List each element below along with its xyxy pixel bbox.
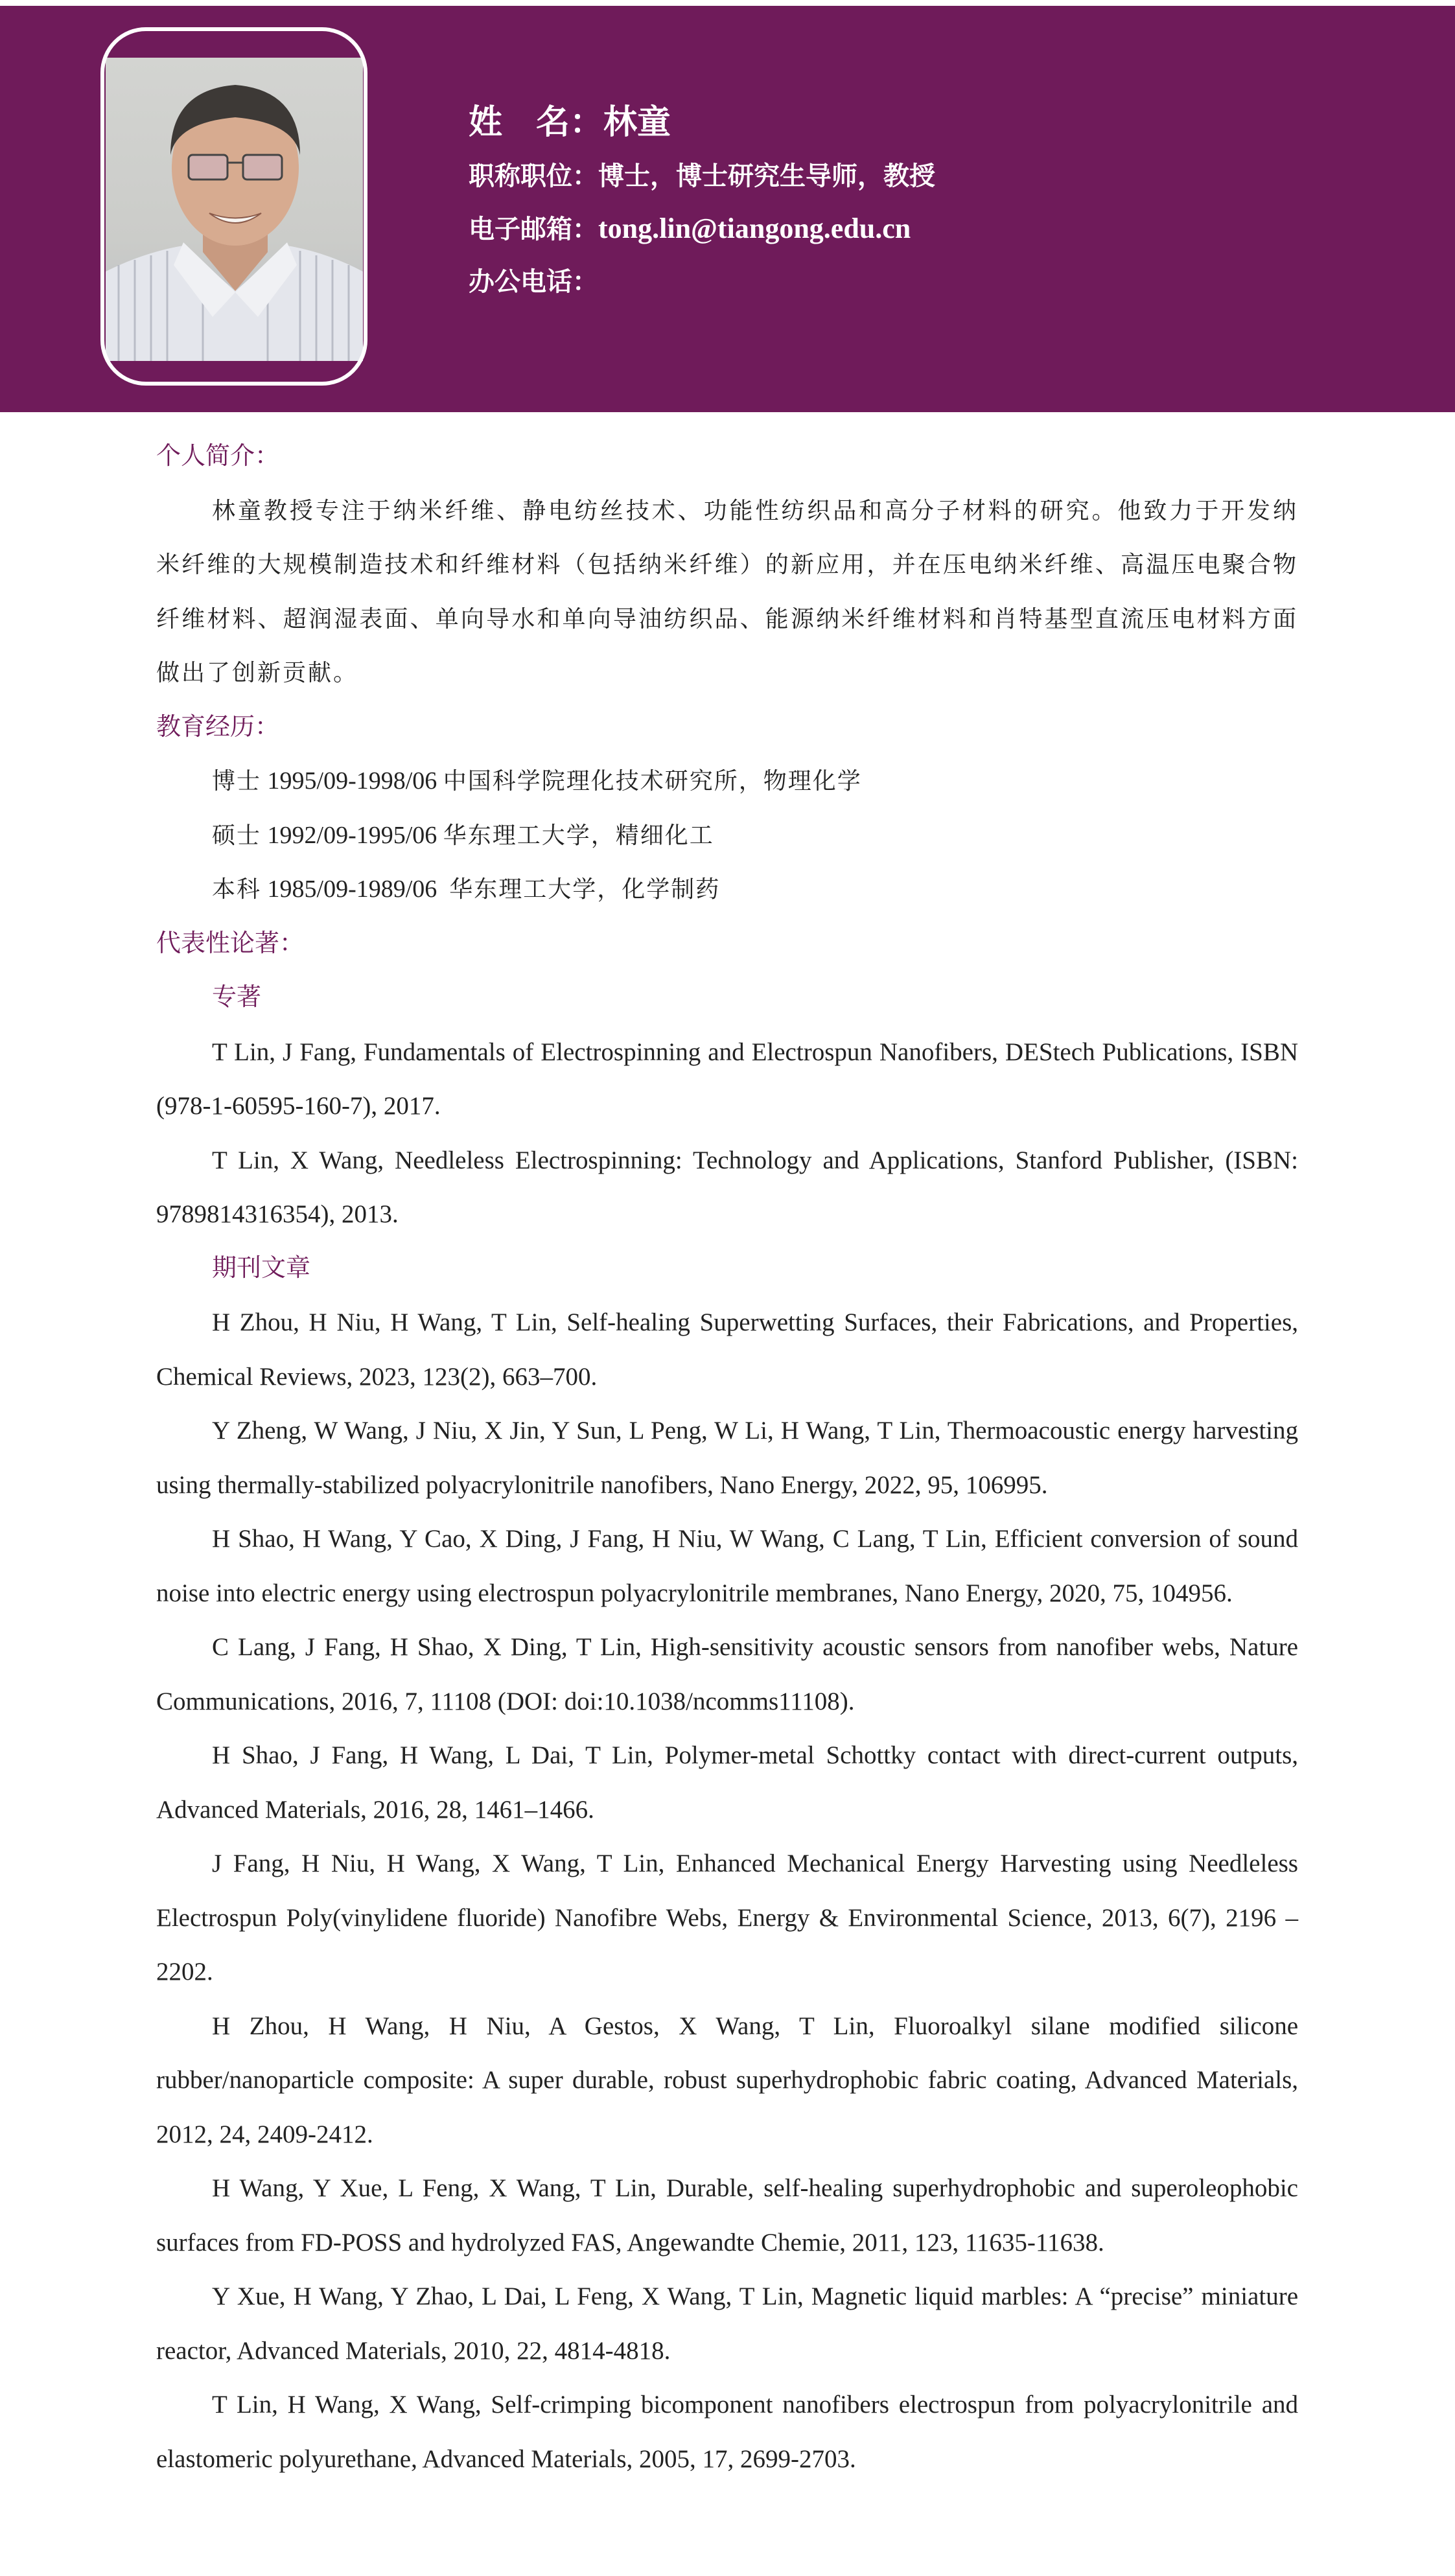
- article-item: H Zhou, H Niu, H Wang, T Lin, Self-healing Superwetting Surfaces, their Fabrications, and Properties, Chemical Reviews, 2023, 123(2), 663–700.: [156, 1308, 1298, 1391]
- book-item: T Lin, X Wang, Needleless Electrospinning: Technology and Applications, Stanford Publisher, (ISBN: 9789814316354), 2013.: [156, 1146, 1298, 1228]
- article-item: H Wang, Y Xue, L Feng, X Wang, T Lin, Durable, self-healing superhydrophobic and superoleophobic surfaces from FD-POSS and hydrolyzed FAS, Angewandte Chemie, 2011, 123, 11635-11638.: [156, 2174, 1298, 2257]
- articles-heading: 期刊文章: [212, 1254, 311, 1282]
- article-item: Y Zheng, W Wang, J Niu, X Jin, Y Sun, L Peng, W Li, H Wang, T Lin, Thermoacoustic energy harvesting using thermally-stabilized polyacrylonitrile nanofibers, Nano Energy, 2022, 95, 106995.: [156, 1417, 1298, 1499]
- education-period: 1992/09-1995/06: [267, 821, 437, 849]
- education-list: [156, 754, 1298, 917]
- article-item: H Zhou, H Wang, H Niu, A Gestos, X Wang, T Lin, Fluoroalkyl silane modified silicone rubber/nanoparticle composite: A super durable, robust superhydrophobic fabric coating, Advanced Materials, 2012, 24, 2409-2412.: [156, 2012, 1298, 2148]
- profile-content: [156, 430, 1298, 2486]
- education-period: 1995/09-1998/06: [267, 767, 437, 795]
- article-item: H Shao, H Wang, Y Cao, X Ding, J Fang, H Niu, W Wang, C Lang, T Lin, Efficient conversion of sound noise into electric energy using electrospun polyacrylonitrile membranes, Nano Energy, 2020, 75, 104956.: [156, 1525, 1298, 1607]
- education-period: 1985/09-1989/06: [267, 876, 437, 903]
- education-degree: 本科: [212, 876, 262, 903]
- education-institution: 华东理工大学，化学制药: [449, 876, 721, 903]
- title-value: 博士，博士研究生导师，教授: [598, 161, 935, 191]
- title-row: [469, 156, 935, 192]
- articles-list: [156, 1295, 1298, 2486]
- email-row: [469, 209, 911, 246]
- book-item: T Lin, J Fang, Fundamentals of Electrospinning and Electrospun Nanofibers, DEStech Publications, ISBN (978-1-60595-160-7), 2017.: [156, 1038, 1298, 1120]
- books-list: [156, 1025, 1298, 1242]
- name-value: 林童: [603, 102, 671, 142]
- education-item: [156, 809, 1298, 863]
- publications-heading: 代表性论著：: [156, 929, 305, 957]
- bio-heading: 个人简介：: [156, 443, 280, 470]
- name-label: 姓 名：: [469, 102, 604, 142]
- phone-row: [469, 261, 598, 298]
- article-item: T Lin, H Wang, X Wang, Self-crimping bicomponent nanofibers electrospun from polyacrylonitrile and elastomeric polyurethane, Advanced Materials, 2005, 17, 2699-2703.: [156, 2391, 1298, 2473]
- education-institution: 中国科学院理化技术研究所，物理化学: [443, 768, 862, 795]
- education-separator: [437, 876, 449, 903]
- education-degree: 博士: [212, 768, 262, 795]
- article-item: J Fang, H Niu, H Wang, X Wang, T Lin, Enhanced Mechanical Energy Harvesting using Needleless Electrospun Poly(vinylidene fluoride) Nanofibre Webs, Energy & Environmental Science, 2013, 6(7), 2196 – 2202.: [156, 1850, 1298, 1986]
- education-separator: [437, 767, 443, 795]
- email-link[interactable]: tong.lin@tiangong.edu.cn: [598, 213, 911, 244]
- photo-frame: [100, 27, 367, 386]
- education-degree: 硕士: [212, 822, 262, 849]
- education-item: [156, 754, 1298, 809]
- article-item: H Shao, J Fang, H Wang, L Dai, T Lin, Polymer-metal Schottky contact with direct-current outputs, Advanced Materials, 2016, 28, 1461–1466.: [156, 1741, 1298, 1824]
- title-label: 职称职位：: [469, 161, 598, 191]
- education-item: [156, 863, 1298, 917]
- bio-text: 林童教授专注于纳米纤维、静电纺丝技术、功能性纺织品和高分子材料的研究。他致力于开发纳米纤维的大规模制造技术和纤维材料（包括纳米纤维）的新应用，并在压电纳米纤维、高温压电聚合物纤维材料、超润湿表面、单向导水和单向导油纺织品、能源纳米纤维材料和肖特基型直流压电材料方面做出了创新贡献。: [156, 497, 1298, 686]
- article-item: Y Xue, H Wang, Y Zhao, L Dai, L Feng, X Wang, T Lin, Magnetic liquid marbles: A “precise” miniature reactor, Advanced Materials, 2010, 22, 4814-4818.: [156, 2282, 1298, 2365]
- education-heading: 教育经历：: [156, 713, 280, 741]
- name-row: [469, 95, 671, 143]
- education-institution: 华东理工大学，精细化工: [443, 822, 714, 849]
- email-label: 电子邮箱：: [469, 214, 598, 244]
- article-item: C Lang, J Fang, H Shao, X Ding, T Lin, High-sensitivity acoustic sensors from nanofiber webs, Nature Communications, 2016, 7, 11108 (DOI: doi:10.1038/ncomms11108).: [156, 1633, 1298, 1715]
- books-heading: 专著: [212, 984, 262, 1011]
- phone-label: 办公电话：: [469, 266, 598, 297]
- education-separator: [437, 822, 443, 849]
